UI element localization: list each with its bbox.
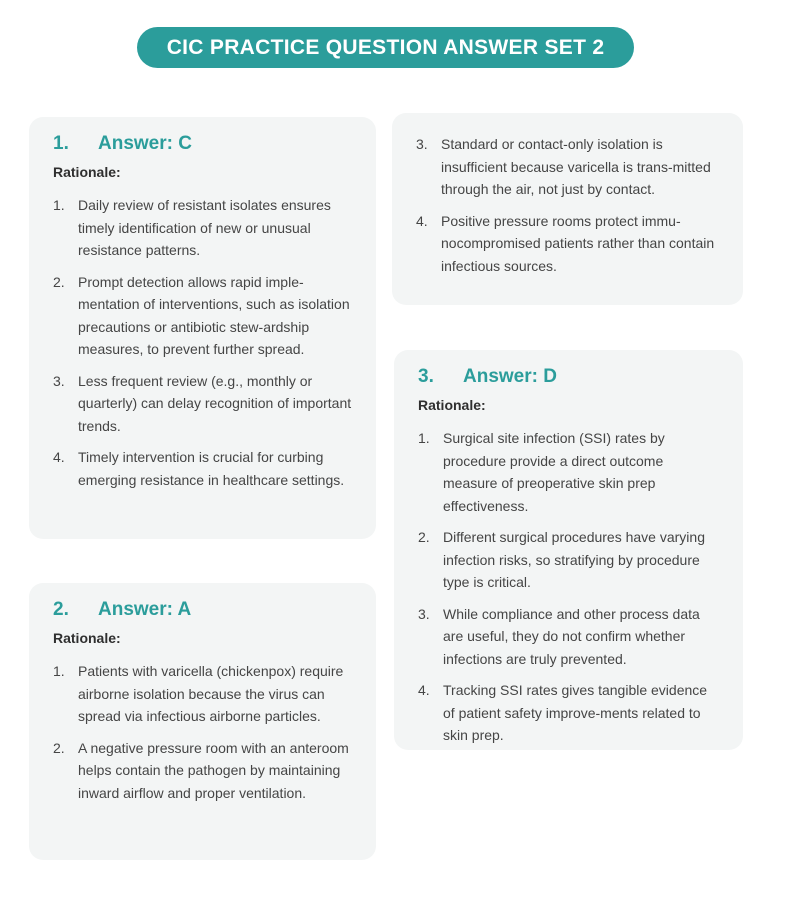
answer-card-2-continued [392,113,743,305]
rationale-list-1 [53,194,354,491]
list-item [418,526,721,594]
answer-heading-1 [53,133,354,155]
answer-card-1 [29,117,376,539]
item-text: Positive pressure rooms protect immu-nocompromised patients rather than contain infectious sources. [441,212,715,274]
list-item [53,660,354,728]
item-number: 2. [53,739,65,756]
list-item [418,427,721,517]
answer-heading-2 [53,599,354,621]
rationale-list-2 [53,660,354,804]
answer-card-3 [394,350,743,750]
item-text: Daily review of resistant isolates ensures timely identification of new or unusual resistance patterns. [78,197,331,258]
question-number: 3. [418,366,434,387]
rationale-label: Rationale: [418,397,486,413]
item-number: 3. [418,605,430,622]
item-text: While compliance and other process data are useful, they do not confirm whether infections are truly prevented. [443,605,700,667]
rationale-list-2-continued [416,133,721,277]
item-text: Patients with varicella (chickenpox) require airborne isolation because the virus can spread via infectious airborne particles. [78,663,344,724]
item-text: Surgical site infection (SSI) rates by procedure provide a direct outcome measure of preoperative skin prep effectiveness. [443,430,665,514]
item-number: 1. [53,197,65,213]
rationale-label: Rationale: [53,630,121,646]
answer-label: Answer: C [98,133,192,154]
item-number: 4. [416,212,428,229]
item-text: Standard or contact-only isolation is insufficient because varicella is trans-mitted through the air, not just by contact. [441,136,711,197]
list-item [53,446,354,491]
item-number: 2. [53,273,65,290]
answer-heading-3 [418,366,721,388]
list-item [418,603,721,671]
list-item [416,210,721,278]
list-item [416,133,721,201]
item-text: A negative pressure room with an anteroom helps contain the pathogen by maintaining inward airflow and proper ventilation. [78,739,349,801]
item-text: Prompt detection allows rapid imple-mentation of interventions, such as isolation precautions or antibiotic stew-ardship measures, to prevent further spread. [78,273,350,357]
item-number: 1. [418,430,430,446]
list-item [53,194,354,262]
item-number: 4. [418,682,430,698]
list-item [418,679,721,747]
list-item [53,271,354,361]
item-text: Different surgical procedures have varying infection risks, so stratifying by procedure type is critical. [443,529,705,590]
item-text: Timely intervention is crucial for curbing emerging resistance in healthcare settings. [78,449,345,488]
item-number: 1. [53,663,65,679]
rationale-list-3 [418,427,721,747]
question-number: 2. [53,599,69,620]
rationale-label: Rationale: [53,164,121,180]
list-item [53,737,354,805]
question-number: 1. [53,133,69,154]
item-number: 2. [418,529,430,545]
list-item [53,370,354,438]
page-title: CIC PRACTICE QUESTION ANSWER SET 2 [137,27,634,68]
item-number: 3. [53,372,65,389]
answer-label: Answer: D [463,366,557,387]
item-text: Tracking SSI rates gives tangible evidence of patient safety improve-ments related to skin prep. [443,682,708,743]
item-text: Less frequent review (e.g., monthly or quarterly) can delay recognition of important trends. [78,372,352,434]
item-number: 3. [416,136,428,152]
answer-card-2 [29,583,376,860]
item-number: 4. [53,449,65,465]
answer-label: Answer: A [98,599,192,620]
